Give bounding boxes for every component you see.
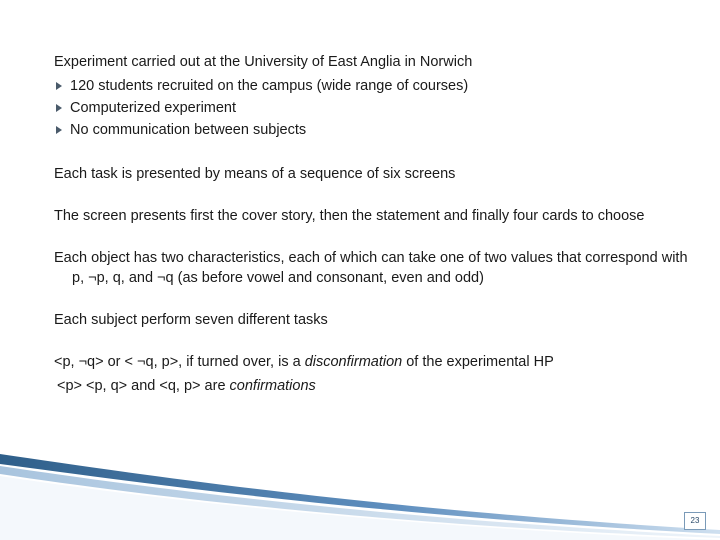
disconfirmation-term: disconfirmation xyxy=(304,354,403,370)
triangle-bullet-icon xyxy=(56,104,62,112)
intro-text: Experiment carried out at the University of East Anglia in Norwich xyxy=(54,54,473,70)
confirmation-text xyxy=(54,376,694,396)
page-number: 23 xyxy=(690,516,700,525)
bullet-list xyxy=(54,76,694,140)
list-item xyxy=(54,76,694,96)
task-sequence-text: Each task is presented by means of a sequence of six screens xyxy=(54,166,456,182)
bullet-text: No communication between subjects xyxy=(70,122,307,138)
screen-description-text: The screen presents first the cover story, then the statement and finally four cards to choose xyxy=(54,208,645,224)
object-characteristics-text: Each object has two characteristics, each of which can take one of two values that correspond with p, ¬p, q, and ¬q (as before vowel and consonant, even and odd) xyxy=(54,250,688,286)
confirmation-prefix: <p> <p, q> and <q, p> are xyxy=(57,378,230,394)
disconfirmation-suffix: of the experimental HP xyxy=(402,354,554,370)
bullet-text: 120 students recruited on the campus (wide range of courses) xyxy=(70,78,469,94)
confirmation-term: confirmations xyxy=(229,378,316,394)
disconfirmation-text xyxy=(54,352,694,372)
disconfirmation-prefix: <p, ¬q> or < ¬q, p>, if turned over, is a xyxy=(54,354,305,370)
triangle-bullet-icon xyxy=(56,82,62,90)
slide-content xyxy=(54,52,694,396)
footer-swoosh-decoration xyxy=(0,448,720,540)
list-item xyxy=(54,98,694,118)
list-item xyxy=(54,120,694,140)
triangle-bullet-icon xyxy=(56,126,62,134)
page-number-box xyxy=(684,512,706,530)
subject-tasks-text: Each subject perform seven different tasks xyxy=(54,312,328,328)
bullet-text: Computerized experiment xyxy=(70,100,237,116)
